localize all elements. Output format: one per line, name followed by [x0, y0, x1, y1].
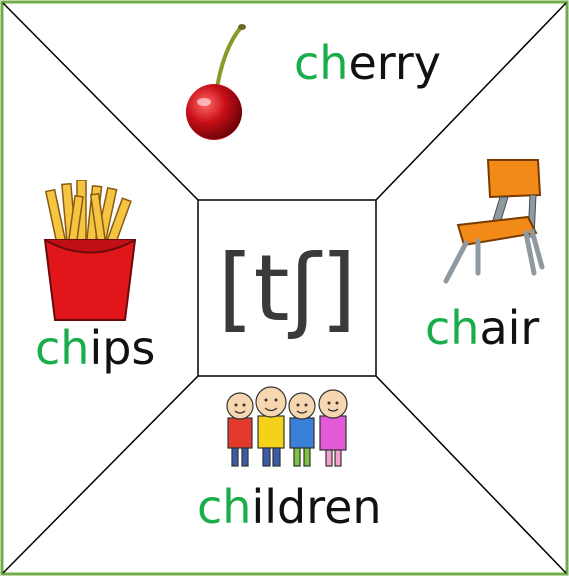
word-chips-rest: ips — [89, 321, 156, 375]
word-chips — [35, 321, 156, 375]
word-children-highlight: ch — [197, 480, 252, 534]
word-cherry-rest: erry — [348, 36, 441, 90]
word-chair — [425, 301, 540, 355]
cherry-icon — [180, 22, 250, 142]
word-chair-rest: air — [479, 301, 540, 355]
word-children-rest: ildren — [251, 480, 382, 534]
french-fries-icon — [35, 180, 145, 325]
word-cherry — [294, 36, 441, 90]
word-chair-highlight: ch — [425, 301, 480, 355]
chair-icon — [438, 155, 548, 285]
word-cherry-highlight: ch — [294, 36, 349, 90]
children-icon — [222, 380, 362, 472]
word-children — [197, 480, 382, 534]
word-chips-highlight: ch — [35, 321, 90, 375]
phoneme-symbol: [tʃ] — [217, 234, 357, 342]
